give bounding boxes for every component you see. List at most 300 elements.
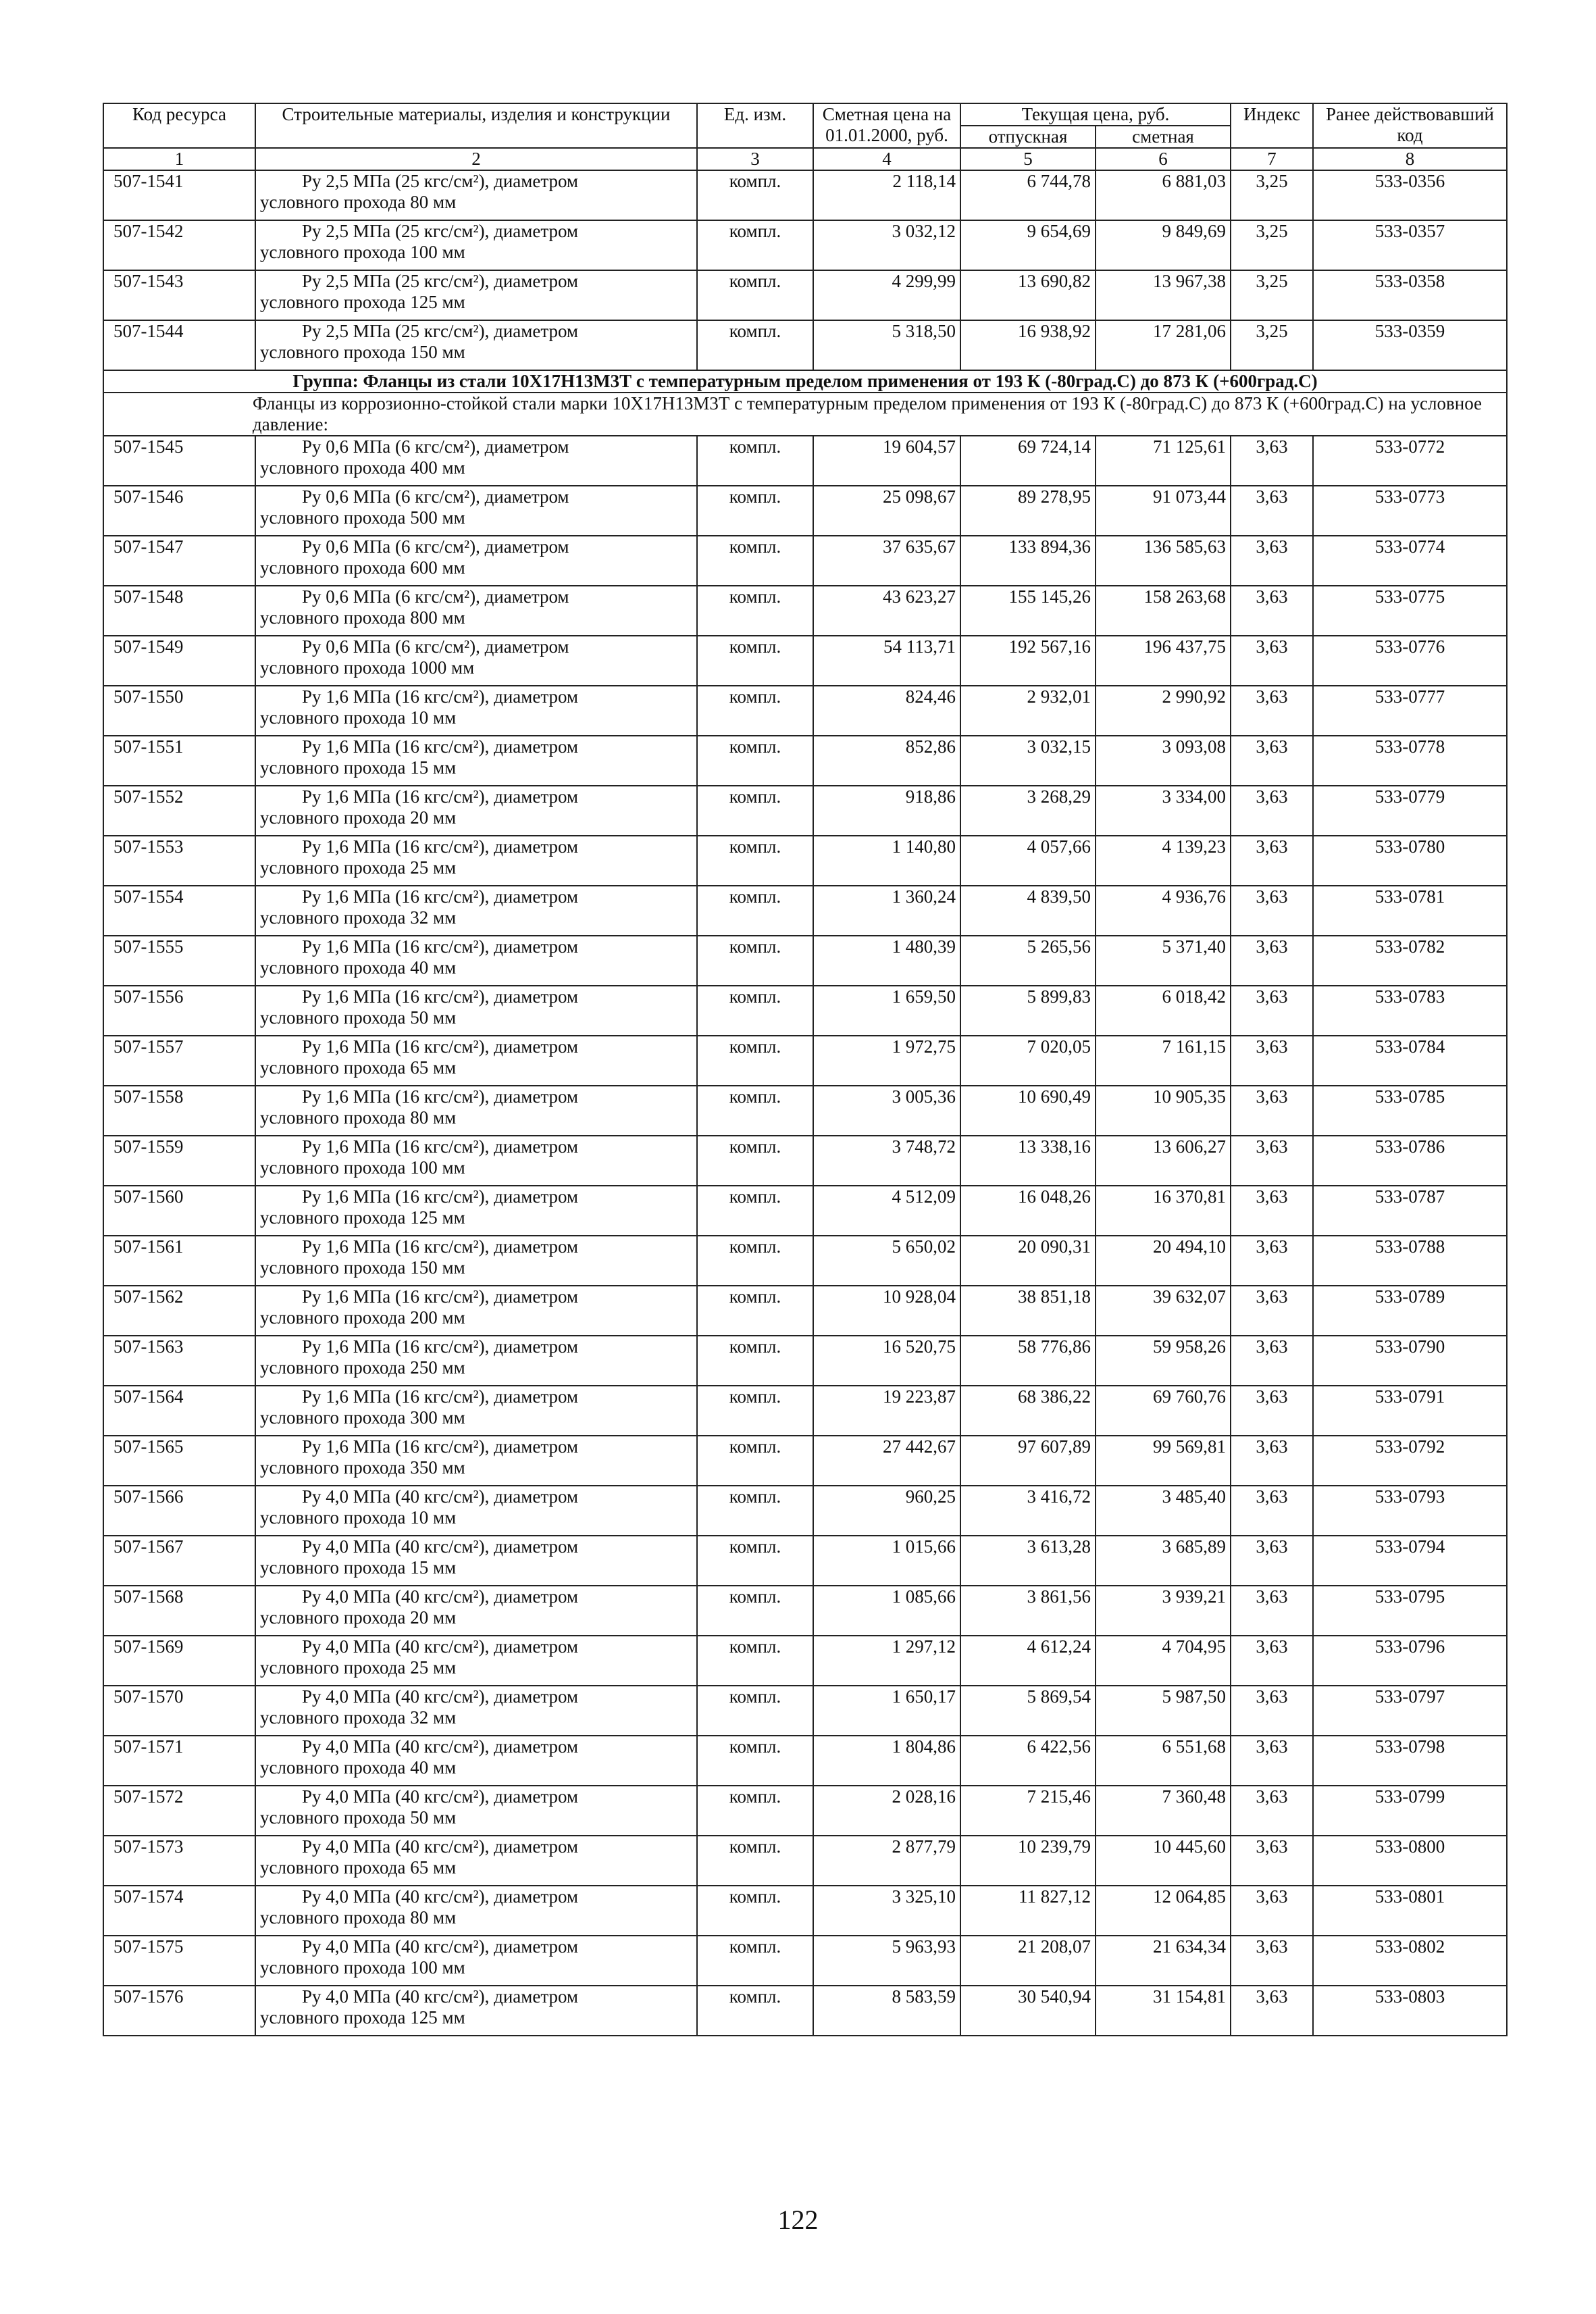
table-row [103,636,1507,686]
previous-code-cell: 533-0779 [1313,786,1507,836]
index-cell: 3,63 [1231,1086,1313,1136]
resource-code: 507-1574 [103,1886,255,1936]
estimate-price-cell: 3 093,08 [1096,736,1231,786]
release-price-cell: 16 938,92 [960,320,1096,370]
description-line-1: Ру 0,6 МПа (6 кгс/см²), диаметром [302,636,569,657]
base-price-cell: 2 118,14 [813,170,960,220]
unit-cell: компл. [697,1386,813,1436]
estimate-price-cell: 17 281,06 [1096,320,1231,370]
table-row [103,1736,1507,1786]
base-price-cell: 2 028,16 [813,1786,960,1836]
material-description [255,1386,697,1436]
description-line-2: условного прохода 250 мм [260,1357,465,1378]
release-price-cell: 10 690,49 [960,1086,1096,1136]
material-description [255,1586,697,1636]
estimate-price-cell: 59 958,26 [1096,1336,1231,1386]
release-price-cell: 68 386,22 [960,1386,1096,1436]
table-row [103,1686,1507,1736]
estimate-price-cell: 4 139,23 [1096,836,1231,886]
estimate-price-cell: 3 939,21 [1096,1586,1231,1636]
resource-code: 507-1545 [103,436,255,486]
resource-code: 507-1561 [103,1236,255,1286]
table-row [103,986,1507,1036]
description-line-2: условного прохода 600 мм [260,557,465,578]
header-code: Код ресурса [103,103,255,148]
unit-cell: компл. [697,1436,813,1486]
description-line-2: условного прохода 300 мм [260,1407,465,1428]
release-price-cell: 3 416,72 [960,1486,1096,1536]
material-description [255,1186,697,1236]
description-line-2: условного прохода 100 мм [260,1157,465,1178]
resource-code: 507-1553 [103,836,255,886]
unit-cell: компл. [697,1086,813,1136]
index-cell: 3,63 [1231,1986,1313,2036]
index-cell: 3,63 [1231,1186,1313,1236]
description-line-2: условного прохода 200 мм [260,1307,465,1328]
material-description [255,1286,697,1336]
header-unit: Ед. изм. [697,103,813,148]
base-price-cell: 37 635,67 [813,536,960,586]
description-line-2: условного прохода 80 мм [260,1107,457,1128]
table-row [103,1636,1507,1686]
material-description [255,1836,697,1886]
description-line-1: Ру 0,6 МПа (6 кгс/см²), диаметром [302,436,569,457]
group-note: Фланцы из коррозионно-стойкой стали марки 10Х17Н13М3Т с температурным пределом применения от 193 К (-80град.С) до 873 К (+600град.С) на условное давление: [253,393,1483,434]
table-row [103,686,1507,736]
unit-cell: компл. [697,220,813,270]
release-price-cell: 69 724,14 [960,436,1096,486]
resource-code: 507-1547 [103,536,255,586]
material-description [255,1636,697,1686]
estimate-price-cell: 136 585,63 [1096,536,1231,586]
unit-cell: компл. [697,1236,813,1286]
estimate-price-cell: 71 125,61 [1096,436,1231,486]
base-price-cell: 43 623,27 [813,586,960,636]
table-row [103,1936,1507,1986]
previous-code-cell: 533-0775 [1313,586,1507,636]
material-description [255,1236,697,1286]
previous-code-cell: 533-0777 [1313,686,1507,736]
base-price-cell: 5 963,93 [813,1936,960,1986]
previous-code-cell: 533-0773 [1313,486,1507,536]
base-price-cell: 27 442,67 [813,1436,960,1486]
index-cell: 3,63 [1231,1886,1313,1936]
description-line-1: Ру 1,6 МПа (16 кгс/см²), диаметром [302,1186,579,1207]
unit-cell: компл. [697,1336,813,1386]
description-line-1: Ру 2,5 МПа (25 кгс/см²), диаметром [302,171,579,191]
estimate-price-cell: 20 494,10 [1096,1236,1231,1286]
description-line-2: условного прохода 32 мм [260,1707,457,1728]
index-cell: 3,63 [1231,1136,1313,1186]
release-price-cell: 5 899,83 [960,986,1096,1036]
resource-code: 507-1567 [103,1536,255,1586]
description-line-2: условного прохода 10 мм [260,707,457,728]
estimate-price-cell: 158 263,68 [1096,586,1231,636]
previous-code-cell: 533-0790 [1313,1336,1507,1386]
previous-code-cell: 533-0780 [1313,836,1507,886]
base-price-cell: 1 804,86 [813,1736,960,1786]
description-line-1: Ру 1,6 МПа (16 кгс/см²), диаметром [302,736,579,757]
previous-code-cell: 533-0795 [1313,1586,1507,1636]
description-line-1: Ру 2,5 МПа (25 кгс/см²), диаметром [302,221,579,241]
estimate-price-cell: 6 018,42 [1096,986,1231,1036]
resource-code: 507-1544 [103,320,255,370]
unit-cell: компл. [697,686,813,736]
unit-cell: компл. [697,836,813,886]
column-number: 1 [103,148,255,170]
unit-cell: компл. [697,1636,813,1686]
resource-code: 507-1568 [103,1586,255,1636]
release-price-cell: 20 090,31 [960,1236,1096,1286]
release-price-cell: 13 338,16 [960,1136,1096,1186]
unit-cell: компл. [697,1986,813,2036]
column-number: 3 [697,148,813,170]
resource-code: 507-1566 [103,1486,255,1536]
material-description [255,220,697,270]
estimate-price-cell: 12 064,85 [1096,1886,1231,1936]
unit-cell: компл. [697,486,813,536]
unit-cell: компл. [697,986,813,1036]
release-price-cell: 58 776,86 [960,1336,1096,1386]
index-cell: 3,63 [1231,536,1313,586]
material-description [255,986,697,1036]
resource-code: 507-1558 [103,1086,255,1136]
unit-cell: компл. [697,1286,813,1336]
unit-cell: компл. [697,1786,813,1836]
release-price-cell: 4 839,50 [960,886,1096,936]
material-description [255,536,697,586]
header-current-price: Текущая цена, руб. [960,103,1231,126]
index-cell: 3,25 [1231,170,1313,220]
description-line-2: условного прохода 20 мм [260,807,457,828]
index-cell: 3,63 [1231,936,1313,986]
release-price-cell: 2 932,01 [960,686,1096,736]
index-cell: 3,63 [1231,836,1313,886]
previous-code-cell: 533-0799 [1313,1786,1507,1836]
base-price-cell: 1 297,12 [813,1636,960,1686]
base-price-cell: 8 583,59 [813,1986,960,2036]
table-row [103,270,1507,320]
column-number: 4 [813,148,960,170]
description-line-1: Ру 4,0 МПа (40 кгс/см²), диаметром [302,1936,579,1957]
index-cell: 3,63 [1231,1386,1313,1436]
resource-code: 507-1575 [103,1936,255,1986]
table-row [103,536,1507,586]
table-row [103,1586,1507,1636]
group-note-row [103,393,1507,436]
column-number: 7 [1231,148,1313,170]
description-line-2: условного прохода 125 мм [260,2007,465,2028]
base-price-cell: 54 113,71 [813,636,960,686]
price-table [103,103,1508,2036]
previous-code-cell: 533-0800 [1313,1836,1507,1886]
previous-code-cell: 533-0781 [1313,886,1507,936]
description-line-1: Ру 4,0 МПа (40 кгс/см²), диаметром [302,1536,579,1557]
base-price-cell: 960,25 [813,1486,960,1536]
index-cell: 3,25 [1231,270,1313,320]
estimate-price-cell: 13 967,38 [1096,270,1231,320]
unit-cell: компл. [697,1036,813,1086]
index-cell: 3,63 [1231,1936,1313,1986]
release-price-cell: 6 744,78 [960,170,1096,220]
estimate-price-cell: 39 632,07 [1096,1286,1231,1336]
previous-code-cell: 533-0785 [1313,1086,1507,1136]
unit-cell: компл. [697,320,813,370]
column-number: 6 [1096,148,1231,170]
description-line-1: Ру 4,0 МПа (40 кгс/см²), диаметром [302,1886,579,1907]
description-line-2: условного прохода 20 мм [260,1607,457,1628]
release-price-cell: 11 827,12 [960,1886,1096,1936]
index-cell: 3,63 [1231,1336,1313,1386]
release-price-cell: 38 851,18 [960,1286,1096,1336]
estimate-price-cell: 7 360,48 [1096,1786,1231,1836]
base-price-cell: 19 604,57 [813,436,960,486]
estimate-price-cell: 6 551,68 [1096,1736,1231,1786]
release-price-cell: 5 869,54 [960,1686,1096,1736]
resource-code: 507-1572 [103,1786,255,1836]
unit-cell: компл. [697,636,813,686]
description-line-1: Ру 1,6 МПа (16 кгс/см²), диаметром [302,686,579,707]
release-price-cell: 97 607,89 [960,1436,1096,1486]
estimate-price-cell: 7 161,15 [1096,1036,1231,1086]
base-price-cell: 3 748,72 [813,1136,960,1186]
description-line-2: условного прохода 100 мм [260,242,465,262]
previous-code-cell: 533-0772 [1313,436,1507,486]
index-cell: 3,25 [1231,220,1313,270]
resource-code: 507-1552 [103,786,255,836]
resource-code: 507-1546 [103,486,255,536]
base-price-cell: 3 032,12 [813,220,960,270]
material-description [255,936,697,986]
unit-cell: компл. [697,736,813,786]
resource-code: 507-1563 [103,1336,255,1386]
table-row [103,736,1507,786]
material-description [255,1886,697,1936]
estimate-price-cell: 21 634,34 [1096,1936,1231,1986]
estimate-price-cell: 2 990,92 [1096,686,1231,736]
description-line-1: Ру 4,0 МПа (40 кгс/см²), диаметром [302,1686,579,1707]
previous-code-cell: 533-0788 [1313,1236,1507,1286]
base-price-cell: 25 098,67 [813,486,960,536]
description-line-1: Ру 1,6 МПа (16 кгс/см²), диаметром [302,1136,579,1157]
material-description [255,886,697,936]
header-index: Индекс [1231,103,1313,148]
resource-code: 507-1560 [103,1186,255,1236]
index-cell: 3,63 [1231,486,1313,536]
description-line-1: Ру 1,6 МПа (16 кгс/см²), диаметром [302,936,579,957]
index-cell: 3,63 [1231,1036,1313,1086]
description-line-1: Ру 4,0 МПа (40 кгс/см²), диаметром [302,1486,579,1507]
table-row [103,1436,1507,1486]
release-price-cell: 3 613,28 [960,1536,1096,1586]
header-base-price: Сметная цена на 01.01.2000, руб. [813,103,960,148]
table-row [103,1886,1507,1936]
index-cell: 3,63 [1231,686,1313,736]
index-cell: 3,25 [1231,320,1313,370]
material-description [255,636,697,686]
resource-code: 507-1573 [103,1836,255,1886]
base-price-cell: 4 299,99 [813,270,960,320]
table-row [103,936,1507,986]
description-line-2: условного прохода 400 мм [260,457,465,478]
description-line-2: условного прохода 25 мм [260,857,457,878]
material-description [255,1686,697,1736]
material-description [255,1436,697,1486]
index-cell: 3,63 [1231,436,1313,486]
header-estimate-price: сметная [1096,126,1231,148]
material-description [255,1086,697,1136]
index-cell: 3,63 [1231,1436,1313,1486]
resource-code: 507-1548 [103,586,255,636]
previous-code-cell: 533-0793 [1313,1486,1507,1536]
resource-code: 507-1551 [103,736,255,786]
base-price-cell: 1 360,24 [813,886,960,936]
previous-code-cell: 533-0778 [1313,736,1507,786]
description-line-1: Ру 2,5 МПа (25 кгс/см²), диаметром [302,271,579,291]
resource-code: 507-1549 [103,636,255,686]
previous-code-cell: 533-0792 [1313,1436,1507,1486]
material-description [255,1486,697,1536]
base-price-cell: 1 659,50 [813,986,960,1036]
table-row [103,886,1507,936]
unit-cell: компл. [697,936,813,986]
description-line-1: Ру 1,6 МПа (16 кгс/см²), диаметром [302,786,579,807]
description-line-2: условного прохода 15 мм [260,757,457,778]
estimate-price-cell: 10 905,35 [1096,1086,1231,1136]
table-row [103,786,1507,836]
description-line-2: условного прохода 125 мм [260,292,465,312]
estimate-price-cell: 16 370,81 [1096,1186,1231,1236]
estimate-price-cell: 10 445,60 [1096,1836,1231,1886]
base-price-cell: 3 325,10 [813,1886,960,1936]
table-row [103,1086,1507,1136]
index-cell: 3,63 [1231,886,1313,936]
header-row-top [103,103,1507,126]
price-table-sheet [103,103,1506,2036]
index-cell: 3,63 [1231,636,1313,686]
estimate-price-cell: 3 334,00 [1096,786,1231,836]
base-price-cell: 1 650,17 [813,1686,960,1736]
base-price-cell: 5 318,50 [813,320,960,370]
description-line-1: Ру 4,0 МПа (40 кгс/см²), диаметром [302,1836,579,1857]
release-price-cell: 4 612,24 [960,1636,1096,1686]
unit-cell: компл. [697,586,813,636]
description-line-1: Ру 1,6 МПа (16 кгс/см²), диаметром [302,1336,579,1357]
base-price-cell: 1 972,75 [813,1036,960,1086]
estimate-price-cell: 196 437,75 [1096,636,1231,686]
description-line-1: Ру 1,6 МПа (16 кгс/см²), диаметром [302,886,579,907]
table-row [103,320,1507,370]
table-row [103,1836,1507,1886]
material-description [255,170,697,220]
unit-cell: компл. [697,270,813,320]
table-row [103,586,1507,636]
table-row [103,220,1507,270]
material-description [255,1136,697,1186]
unit-cell: компл. [697,1686,813,1736]
release-price-cell: 192 567,16 [960,636,1096,686]
index-cell: 3,63 [1231,1736,1313,1786]
previous-code-cell: 533-0787 [1313,1186,1507,1236]
previous-code-cell: 533-0802 [1313,1936,1507,1986]
previous-code-cell: 533-0784 [1313,1036,1507,1086]
previous-code-cell: 533-0783 [1313,986,1507,1036]
description-line-2: условного прохода 100 мм [260,1957,465,1978]
previous-code-cell: 533-0797 [1313,1686,1507,1736]
previous-code-cell: 533-0794 [1313,1536,1507,1586]
unit-cell: компл. [697,1936,813,1986]
index-cell: 3,63 [1231,1286,1313,1336]
table-row [103,1386,1507,1436]
previous-code-cell: 533-0359 [1313,320,1507,370]
table-row [103,1786,1507,1836]
description-line-2: условного прохода 50 мм [260,1807,457,1828]
base-price-cell: 5 650,02 [813,1236,960,1286]
material-description [255,836,697,886]
unit-cell: компл. [697,1186,813,1236]
material-description [255,1986,697,2036]
unit-cell: компл. [697,1836,813,1886]
estimate-price-cell: 5 987,50 [1096,1686,1231,1736]
resource-code: 507-1557 [103,1036,255,1086]
description-line-1: Ру 4,0 МПа (40 кгс/см²), диаметром [302,1736,579,1757]
index-cell: 3,63 [1231,786,1313,836]
group-note-cell [103,393,1507,436]
material-description [255,320,697,370]
material-description [255,270,697,320]
previous-code-cell: 533-0791 [1313,1386,1507,1436]
estimate-price-cell: 3 685,89 [1096,1536,1231,1586]
estimate-price-cell: 99 569,81 [1096,1436,1231,1486]
description-line-1: Ру 1,6 МПа (16 кгс/см²), диаметром [302,1036,579,1057]
release-price-cell: 7 215,46 [960,1786,1096,1836]
index-cell: 3,63 [1231,1586,1313,1636]
previous-code-cell: 533-0782 [1313,936,1507,986]
unit-cell: компл. [697,436,813,486]
index-cell: 3,63 [1231,1236,1313,1286]
previous-code-cell: 533-0798 [1313,1736,1507,1786]
description-line-2: условного прохода 80 мм [260,192,457,212]
release-price-cell: 3 268,29 [960,786,1096,836]
page-number: 122 [777,2205,819,2235]
release-price-cell: 16 048,26 [960,1186,1096,1236]
material-description [255,686,697,736]
material-description [255,586,697,636]
description-line-1: Ру 4,0 МПа (40 кгс/см²), диаметром [302,1786,579,1807]
estimate-price-cell: 13 606,27 [1096,1136,1231,1186]
estimate-price-cell: 5 371,40 [1096,936,1231,986]
header-name: Строительные материалы, изделия и конструкции [255,103,697,148]
base-price-cell: 852,86 [813,736,960,786]
description-line-1: Ру 0,6 МПа (6 кгс/см²), диаметром [302,486,569,507]
description-line-2: условного прохода 32 мм [260,907,457,928]
description-line-2: условного прохода 125 мм [260,1207,465,1228]
base-price-cell: 1 085,66 [813,1586,960,1636]
release-price-cell: 4 057,66 [960,836,1096,886]
unit-cell: компл. [697,170,813,220]
base-price-cell: 1 015,66 [813,1536,960,1586]
description-line-2: условного прохода 150 мм [260,1257,465,1278]
table-row [103,486,1507,536]
previous-code-cell: 533-0357 [1313,220,1507,270]
base-price-cell: 2 877,79 [813,1836,960,1886]
unit-cell: компл. [697,1536,813,1586]
base-price-cell: 4 512,09 [813,1186,960,1236]
unit-cell: компл. [697,886,813,936]
column-number: 5 [960,148,1096,170]
index-cell: 3,63 [1231,1636,1313,1686]
description-line-2: условного прохода 50 мм [260,1007,457,1028]
